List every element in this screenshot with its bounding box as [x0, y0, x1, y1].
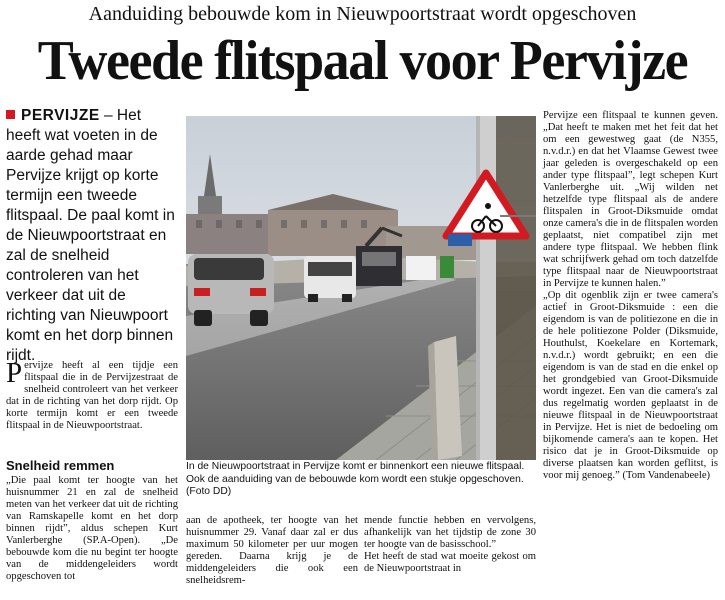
column-1-text: „Die paal komt ter hoogte van het huisnummer 21 en zal de snelheid meten van het verkeer dat uit de richting van Ramskapelle komt en het dorp binnen rijdt”, aldus schepen Kurt Vanlerberghe (SP.A-Open). „De bebouwde kom die nu begint ter hoogte van de middengeleiders wordt opgeschoven tot: [6, 475, 178, 582]
column-3-text-2: Het heeft de stad wat moeite gekost om de Nieuwpoortstraat in: [364, 551, 536, 574]
intro-paragraph: [6, 357, 178, 432]
column-4-body: [543, 110, 718, 482]
column-2-body: [186, 515, 358, 587]
intro-text: ervijze heeft al een tijdje een flitspaal die in de Pervijzestraat de snelheid controleert van het verkeer dat in de richting van het dorp rijdt. Op korte termijn komt er een tweede flitspaal in de Nieuwpoortstraat.: [6, 360, 178, 431]
column-4-paragraph-2-text: „Op dit ogenblik zijn er twee camera's actief in Groot-Diksmuide : een die eigendom is van de politiezone en die in de hele politiezone Polder (Diksmuide, Houthulst, Koekelare en Kortemark, n.v.d.r.) wordt gebruikt; en een die eigendom is van de stad en die enkel op het grondgebied van Groot-Diksmuide wordt ingezet. Een van die camera's zal dus regelmatig worden geplaatst in de nieuwe flitspaal in de Nieuwpoortstraat in Pervijze. Het is niet de bedoeling om bijkomende camera's aan te kopen. Het risico dat je in Groot-Diksmuide op diverse plaatsen kan worden geflitst, is voor mij genoeg.”: [543, 290, 718, 481]
article-photo: [186, 116, 536, 460]
van: [304, 256, 356, 302]
lead-place: PERVIJZE: [21, 107, 100, 124]
lead-paragraph: [6, 106, 178, 366]
bollard: [428, 336, 462, 460]
photo-caption: In de Nieuwpoortstraat in Pervijze komt er binnenkort een nieuwe flitspaal. Ook de aanduiding van de bebouwde kom wordt een stukje opgeschoven. (Foto DD): [186, 461, 525, 497]
column-1-body: [6, 475, 178, 583]
column-3-body: [364, 515, 536, 575]
column-3-text: mende functie hebben en vervolgens, afhankelijk van het tijdstip de zone 30 ter hoogte van de basisschool.”: [364, 515, 536, 550]
lead-text: – Het heeft wat voeten in de aarde gehad maar Pervijze krijgt op korte termijn een tweede flitspaal. De paal komt in de Nieuwpoortstraat en zal de snelheid controleren van het verkeer dat uit de richting van Nieuwpoort komt en het dorp binnen rijdt.: [6, 107, 175, 364]
bullet-square-icon: [6, 110, 15, 119]
column-2-text: aan de apotheek, ter hoogte van het huisnummer 29. Vanaf daar zal er dus maximum 50 kilometer per uur mogen gereden. Daarna krijg je de middengeleiders die ook een snelheidsrem-: [186, 515, 358, 586]
drop-cap: P: [6, 357, 23, 389]
kicker: Aanduiding bebouwde kom in Nieuwpoortstraat wordt opgeschoven: [88, 3, 637, 25]
headline: Tweede flitspaal voor Pervijze: [37, 30, 688, 92]
subhead: Snelheid remmen: [6, 458, 115, 473]
byline: (Tom Vandenabeele): [622, 470, 711, 481]
column-4-paragraph-1: Pervijze een flitspaal te kunnen geven. „Dat heeft te maken met het feit dat het om een gewestweg gaat (de N355, n.v.d.r.) en dat het Vlaamse Gewest twee jaar geleden is overgeschakeld op een ander type flitspaal”, legt schepen Kurt Vanlerberghe uit. „Wij wilden net hetzelfde type flitspaal als de andere flitspalen in Groot-Diksmuide omdat onze camera's die in de flitspalen worden geplaatst, niet compatibel zijn met andere type flitspaal. We hebben flink wat schrijfwerk gehad om toch datzelfde type flitspaal naar de Nieuwpoortstraat in Pervijze te kunnen halen.”: [543, 110, 718, 289]
column-4-paragraph-2: [543, 290, 718, 482]
